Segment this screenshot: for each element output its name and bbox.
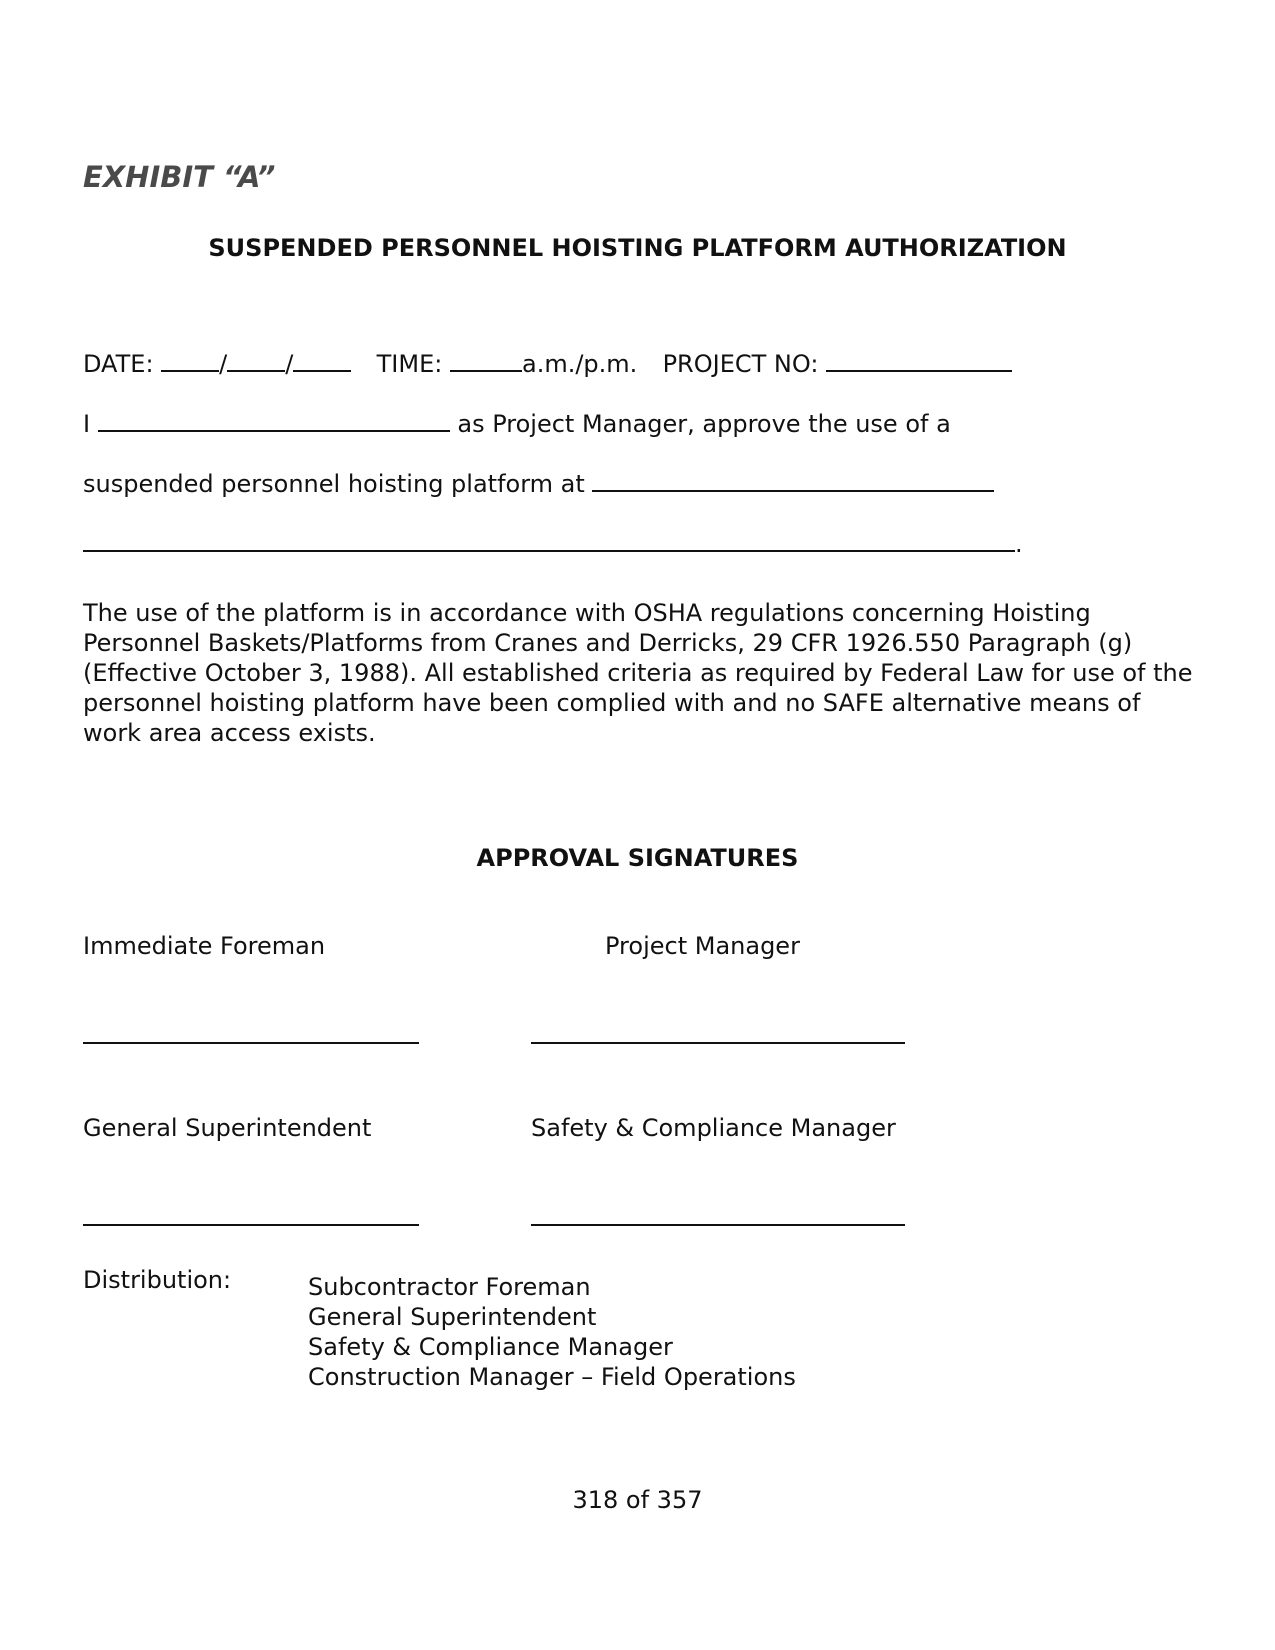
date-month-field[interactable]	[161, 350, 219, 372]
safety-manager-label: Safety & Compliance Manager	[531, 1114, 896, 1142]
general-superintendent-label: General Superintendent	[83, 1114, 372, 1142]
compliance-paragraph: The use of the platform is in accordance with OSHA regulations concerning Hoisting Personnel Baskets/Platforms from Cranes and Derricks, 29 CFR 1926.550 Paragraph (g) (Effective October 3, 1988). All established criteria as required by Federal Law for use of the personnel hoisting platform have been complied with and no SAFE alternative means of work area access exists.	[83, 599, 1193, 747]
date-time-project-row	[83, 350, 1012, 378]
date-slash-2: /	[285, 350, 294, 378]
list-item: General Superintendent	[308, 1303, 597, 1331]
distribution-list	[308, 1272, 796, 1392]
immediate-foreman-signature-line[interactable]	[83, 1042, 419, 1044]
project-manager-signature-line[interactable]	[531, 1042, 905, 1044]
page-number: 318 of 357	[572, 1486, 703, 1514]
date-year-field[interactable]	[293, 350, 351, 372]
immediate-foreman-label: Immediate Foreman	[83, 932, 326, 960]
project-no-field[interactable]	[826, 350, 1012, 372]
project-manager-name-field[interactable]	[98, 410, 450, 432]
date-label: DATE:	[83, 350, 154, 378]
time-label: TIME:	[376, 350, 443, 378]
approve-text: as Project Manager, approve the use of a	[457, 410, 951, 438]
date-slash-1: /	[219, 350, 228, 378]
location-field[interactable]	[592, 470, 994, 492]
location-continuation-row	[83, 530, 1023, 558]
general-superintendent-signature-line[interactable]	[83, 1224, 419, 1226]
i-label: I	[83, 410, 91, 438]
period: .	[1015, 530, 1023, 558]
list-item: Safety & Compliance Manager	[308, 1333, 673, 1361]
list-item: Construction Manager – Field Operations	[308, 1363, 796, 1391]
approval-signatures-heading: APPROVAL SIGNATURES	[476, 844, 799, 872]
ampm-text: a.m./p.m.	[521, 350, 638, 378]
time-field[interactable]	[450, 350, 522, 372]
location-row	[83, 470, 994, 498]
exhibit-label: EXHIBIT “A”	[83, 160, 276, 194]
date-day-field[interactable]	[227, 350, 285, 372]
list-item: Subcontractor Foreman	[308, 1273, 591, 1301]
document-title: SUSPENDED PERSONNEL HOISTING PLATFORM AUTHORIZATION	[208, 234, 1067, 262]
approver-row	[83, 410, 951, 438]
location-continuation-field[interactable]	[83, 530, 1015, 552]
platform-at-text: suspended personnel hoisting platform at	[83, 470, 585, 498]
safety-manager-signature-line[interactable]	[531, 1224, 905, 1226]
project-manager-label: Project Manager	[605, 932, 800, 960]
distribution-label: Distribution:	[83, 1266, 232, 1294]
project-no-label: PROJECT NO:	[662, 350, 819, 378]
